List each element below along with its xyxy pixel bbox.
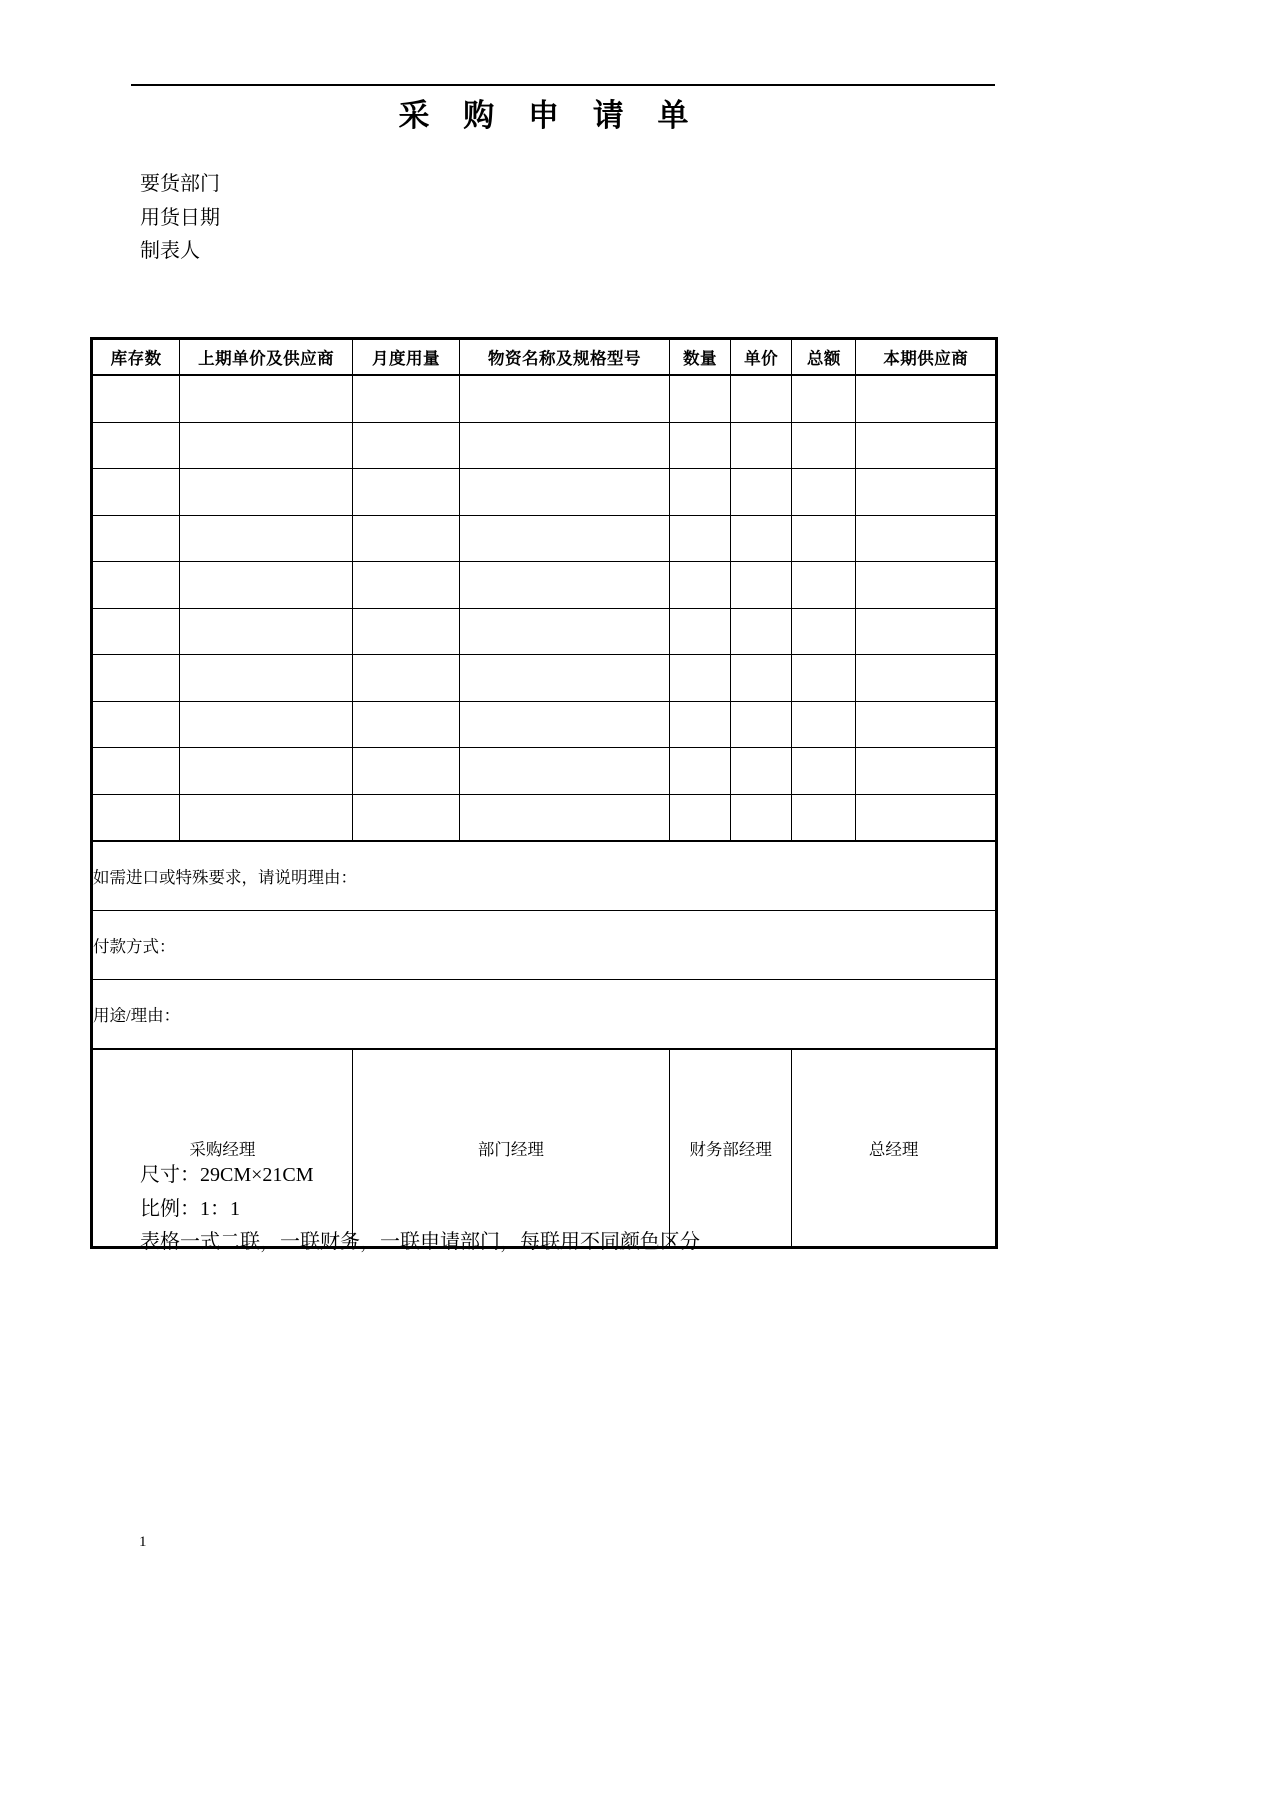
footer-line-scale: 比例：1：1 [140,1197,240,1220]
table-data-cell[interactable] [180,701,353,748]
table-data-cell[interactable] [731,794,792,841]
table-row [92,701,997,748]
table-data-cell[interactable] [352,515,459,562]
table-data-cell[interactable] [669,608,730,655]
signature-cell-finance-manager[interactable]: 财务部经理 [669,1049,791,1248]
table-data-cell[interactable] [180,748,353,795]
signature-cell-purchasing-manager[interactable]: 采购经理 [92,1049,353,1248]
table-data-cell[interactable] [731,701,792,748]
header-field-date: 用货日期 [140,206,220,229]
table-data-cell[interactable] [352,794,459,841]
signature-cell-general-manager[interactable]: 总经理 [792,1049,997,1248]
table-data-cell[interactable] [352,422,459,469]
table-data-cell[interactable] [731,748,792,795]
table-header-cell: 物资名称及规格型号 [460,339,670,376]
table-data-cell[interactable] [669,375,730,422]
table-data-cell[interactable] [92,748,180,795]
table-header-cell: 本期供应商 [856,339,997,376]
table-data-cell[interactable] [352,375,459,422]
table-data-cell[interactable] [731,562,792,609]
table-data-cell[interactable] [792,469,856,516]
note-row-import-reason-cell[interactable]: 如需进口或特殊要求，请说明理由： [92,841,997,911]
table-row [92,515,997,562]
table-data-cell[interactable] [180,469,353,516]
table-data-cell[interactable] [92,608,180,655]
table-data-cell[interactable] [92,701,180,748]
table-header-cell: 月度用量 [352,339,459,376]
table-data-cell[interactable] [460,515,670,562]
table-data-cell[interactable] [460,655,670,702]
page-number: 1 [139,1534,147,1550]
table-header-cell: 数量 [669,339,730,376]
table-data-cell[interactable] [856,422,997,469]
table-data-cell[interactable] [731,469,792,516]
table-row [92,469,997,516]
table-row [92,655,997,702]
table-data-cell[interactable] [352,608,459,655]
table-data-cell[interactable] [856,375,997,422]
table-row [92,562,997,609]
table-data-cell[interactable] [669,469,730,516]
table-row [92,375,997,422]
table-data-cell[interactable] [180,562,353,609]
note-row-import-reason [92,841,997,911]
table-data-cell[interactable] [92,515,180,562]
table-header-cell: 单价 [731,339,792,376]
table-data-cell[interactable] [460,701,670,748]
table-data-cell[interactable] [180,794,353,841]
table-row [92,794,997,841]
table-data-cell[interactable] [669,748,730,795]
table-data-cell[interactable] [460,794,670,841]
table-data-cell[interactable] [352,562,459,609]
table-data-cell[interactable] [731,655,792,702]
table-data-cell[interactable] [792,562,856,609]
table-data-cell[interactable] [792,422,856,469]
table-data-cell[interactable] [352,701,459,748]
note-row-purpose [92,980,997,1050]
table-data-cell[interactable] [180,608,353,655]
table-data-cell[interactable] [460,608,670,655]
table-data-cell[interactable] [669,655,730,702]
table-data-cell[interactable] [352,655,459,702]
table-data-cell[interactable] [460,469,670,516]
purchase-requisition-table [90,337,998,1249]
header-field-group [140,168,220,269]
table-data-cell[interactable] [180,375,353,422]
table-data-cell[interactable] [731,608,792,655]
signature-cell-department-manager[interactable]: 部门经理 [352,1049,669,1248]
table-data-cell[interactable] [856,608,997,655]
table-data-cell[interactable] [856,515,997,562]
table-data-cell[interactable] [669,562,730,609]
table-row [92,422,997,469]
table-data-cell[interactable] [669,794,730,841]
table-data-cell[interactable] [460,422,670,469]
note-row-payment-method [92,911,997,980]
table-data-cell[interactable] [460,748,670,795]
table-data-cell[interactable] [792,655,856,702]
header-field-department: 要货部门 [140,173,220,195]
table-data-cell[interactable] [460,562,670,609]
table-data-cell[interactable] [352,469,459,516]
table-data-cell[interactable] [792,375,856,422]
table-data-cell[interactable] [92,375,180,422]
table-data-cell[interactable] [92,562,180,609]
table-data-cell[interactable] [180,515,353,562]
table-data-cell[interactable] [856,655,997,702]
table-header-row [92,339,997,376]
footer-line-size: 尺寸：29CM×21CM [140,1164,314,1186]
table-data-cell[interactable] [731,375,792,422]
header-divider-rule [131,84,995,86]
table-data-cell[interactable] [92,422,180,469]
table-data-cell[interactable] [180,655,353,702]
footer-notes [140,1159,700,1260]
table-data-cell[interactable] [180,422,353,469]
table-data-cell[interactable] [856,701,997,748]
footer-line-copies: 表格一式二联，一联财务，一联申请部门，每联用不同颜色区分 [140,1231,700,1253]
table-header-cell: 上期单价及供应商 [180,339,353,376]
table-data-cell[interactable] [856,469,997,516]
table-header-cell: 总额 [792,339,856,376]
header-field-preparer: 制表人 [140,240,200,262]
table-data-cell[interactable] [669,515,730,562]
table-data-cell[interactable] [792,748,856,795]
table-data-cell[interactable] [352,748,459,795]
page-title: 采 购 申 请 单 [398,98,702,133]
table-data-cell[interactable] [792,515,856,562]
table-data-cell[interactable] [792,794,856,841]
table-data-cell[interactable] [669,701,730,748]
note-row-purpose-cell[interactable]: 用途/理由： [92,980,997,1050]
table-row [92,608,997,655]
note-row-payment-method-cell[interactable]: 付款方式： [92,911,997,980]
table-header-cell: 库存数 [92,339,180,376]
table-data-cell[interactable] [792,608,856,655]
table-data-cell[interactable] [731,422,792,469]
table-data-cell[interactable] [669,422,730,469]
table-data-cell[interactable] [856,794,997,841]
table-data-cell[interactable] [92,794,180,841]
table-data-cell[interactable] [731,515,792,562]
table-data-cell[interactable] [856,748,997,795]
table-data-cell[interactable] [856,562,997,609]
table-row [92,748,997,795]
table-data-cell[interactable] [792,701,856,748]
table-data-cell[interactable] [92,655,180,702]
table-data-cell[interactable] [92,469,180,516]
table-data-cell[interactable] [460,375,670,422]
